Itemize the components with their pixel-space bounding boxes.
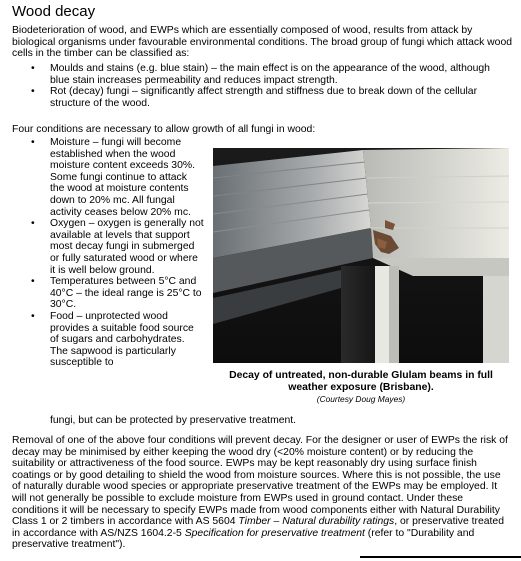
bullet-icon: • — [31, 63, 35, 74]
glulam-beam-illustration — [213, 148, 509, 363]
list-item: • Food – unprotected wood provides a suitable food source of sugars and carbohydrates. The sapwood is particularly susceptible to — [31, 310, 194, 369]
footer-rule — [360, 556, 521, 558]
decay-photo — [213, 148, 509, 363]
standard-title: Timber – Natural durability ratings — [238, 516, 395, 528]
page-title: Wood decay — [12, 3, 96, 20]
fungi-types-list — [12, 63, 512, 109]
bullet-icon: • — [31, 218, 35, 230]
list-item: • Temperatures between 5°C and 40°C – the ideal range is 25°C to 30°C. — [31, 276, 202, 311]
conclusion-paragraph: Removal of one of the above four conditions will prevent decay. For the designer or user of EWPs the risk of decay may be minimised by either keeping the wood dry (<20% moisture content) or by reducing the suitability or attractiveness of the food source. EWPs may be kept reasonably dry using surface finish coatings or by good detailing to shield the wood from moisture sources. Where this is not possible, the use of naturally durable wood species or appropriate preservative treatment of the EWPs may be employed. It will not generally be possible to exclude moisture from EWPs used in ground contact. Under these conditions it will be necessary to specify EWPs made from wood components either with Natural Durability Class 1 or 2 timbers in accordance with AS 5604 Timber – Natural durability ratings, or preservative treated in accordance with AS/NZS 1604.2-5 Specification for preservative treatment (refer to "Durability and preservative treatment"). — [12, 435, 508, 551]
figure-caption: Decay of untreated, non-durable Glulam beams in full weather exposure (Brisbane). — [229, 370, 493, 393]
bullet-icon: • — [31, 86, 35, 98]
intro-paragraph: Biodeterioration of wood, and EWPs which are essentially composed of wood, results from attack by biological organisms under favourable environmental conditions. The broad group of fungi which attack wood cells in the timber can be classified as: — [12, 25, 513, 60]
bullet-icon: • — [31, 276, 35, 288]
list-item: • Oxygen – oxygen is generally not available at levels that support most decay fungi in submerged or fully saturated wood or where it is well below ground. — [31, 218, 204, 276]
list-item: • Rot (decay) fungi – significantly affect strength and stiffness due to break down of the cellular structure of the wood. — [31, 86, 478, 109]
condition-food-tail: fungi, but can be protected by preservative treatment. — [50, 415, 297, 426]
conditions-list — [12, 137, 204, 369]
list-item: • Moisture – fungi will become established when the wood moisture content exceeds 30%. Some fungi continue to attack the wood at moisture contents down to 20% mc. All fungal activity ceases below 20% mc. — [31, 137, 195, 218]
standard-title: Specification for preservative treatment — [184, 527, 365, 539]
figure-credit: (Courtesy Doug Mayes) — [316, 394, 406, 404]
conditions-intro: Four conditions are necessary to allow growth of all fungi in wood: — [12, 124, 316, 135]
bullet-icon: • — [31, 137, 35, 148]
list-item: • Moulds and stains (e.g. blue stain) – the main effect is on the appearance of the wood, although blue stain increases permeability and reduces impact strength. — [31, 63, 490, 86]
bullet-icon: • — [31, 310, 35, 322]
